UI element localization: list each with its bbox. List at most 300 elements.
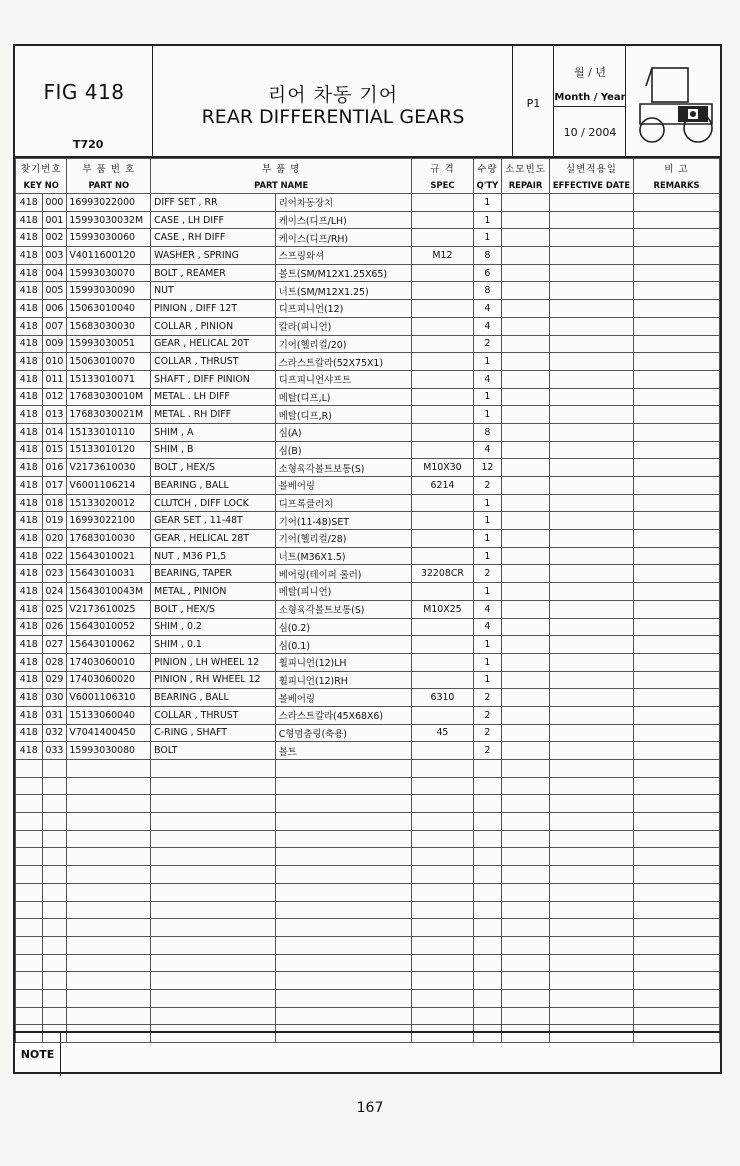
part-no-cell: 17683030010M	[67, 388, 151, 406]
remarks-cell	[634, 565, 720, 583]
repair-cell	[502, 565, 550, 583]
page-number: 167	[356, 1100, 384, 1116]
spec-cell	[412, 583, 473, 601]
repair-cell	[502, 724, 550, 742]
part-name-kr-cell	[275, 972, 412, 990]
repair-cell	[502, 494, 550, 512]
part-name-en-cell	[151, 1007, 276, 1025]
remarks-cell	[634, 671, 720, 689]
spec-cell	[412, 936, 473, 954]
repair-cell	[502, 901, 550, 919]
part-name-kr-cell: 휠피니언(12)LH	[275, 653, 412, 671]
remarks-cell	[634, 300, 720, 318]
qty-cell: 1	[473, 406, 501, 424]
effective-date-cell	[549, 441, 633, 459]
repair-cell	[502, 618, 550, 636]
fig-cell: 418	[16, 671, 43, 689]
fig-cell: 418	[16, 388, 43, 406]
key-cell	[42, 813, 67, 831]
table-row-empty	[16, 866, 720, 884]
part-name-kr-cell: 메탈(피니언)	[275, 583, 412, 601]
remarks-cell	[634, 883, 720, 901]
part-name-en-cell: C-RING , SHAFT	[151, 724, 276, 742]
table-row-empty	[16, 813, 720, 831]
remarks-cell	[634, 317, 720, 335]
part-name-en-cell: BOLT , HEX/S	[151, 459, 276, 477]
table-row	[16, 689, 720, 707]
fig-box	[15, 46, 153, 156]
fig-cell: 418	[16, 406, 43, 424]
fig-cell	[16, 919, 43, 937]
fig-cell: 418	[16, 282, 43, 300]
remarks-cell	[634, 600, 720, 618]
part-name-en-cell: BOLT , REAMER	[151, 264, 276, 282]
table-row	[16, 300, 720, 318]
table-row	[16, 282, 720, 300]
remarks-cell	[634, 264, 720, 282]
effective-date-cell	[549, 636, 633, 654]
part-name-en-cell: BOLT	[151, 742, 276, 760]
table-row	[16, 618, 720, 636]
parts-sheet	[13, 44, 722, 1074]
remarks-cell	[634, 512, 720, 530]
repair-cell	[502, 936, 550, 954]
spec-cell	[412, 653, 473, 671]
part-no-cell: 15993030080	[67, 742, 151, 760]
qty-cell	[473, 830, 501, 848]
part-name-en-cell	[151, 954, 276, 972]
repair-cell	[502, 689, 550, 707]
qty-cell: 2	[473, 335, 501, 353]
effective-date-cell	[549, 653, 633, 671]
fig-cell	[16, 972, 43, 990]
part-no-cell	[67, 883, 151, 901]
table-row	[16, 211, 720, 229]
part-no-cell: 15643010062	[67, 636, 151, 654]
repair-cell	[502, 388, 550, 406]
fig-cell: 418	[16, 547, 43, 565]
part-name-kr-cell: 디프피니언(12)	[275, 300, 412, 318]
spec-cell	[412, 618, 473, 636]
tractor-image-box	[626, 46, 722, 156]
effective-date-cell	[549, 1007, 633, 1025]
part-no-cell: 15063010070	[67, 353, 151, 371]
remarks-cell	[634, 211, 720, 229]
repair-cell	[502, 477, 550, 495]
spec-cell	[412, 830, 473, 848]
part-name-kr-cell	[275, 919, 412, 937]
remarks-cell	[634, 194, 720, 212]
effective-date-cell	[549, 317, 633, 335]
qty-cell: 4	[473, 618, 501, 636]
effective-date-cell	[549, 919, 633, 937]
spec-cell	[412, 441, 473, 459]
table-row	[16, 388, 720, 406]
part-no-cell	[67, 813, 151, 831]
qty-cell: 1	[473, 530, 501, 548]
table-row-empty	[16, 795, 720, 813]
effective-date-cell	[549, 600, 633, 618]
part-no-cell	[67, 936, 151, 954]
header-repair-en: REPAIR	[502, 177, 550, 194]
part-no-cell: 15643010021	[67, 547, 151, 565]
spec-cell	[412, 335, 473, 353]
spec-cell	[412, 848, 473, 866]
part-no-cell	[67, 919, 151, 937]
page-box	[513, 46, 554, 156]
table-row	[16, 353, 720, 371]
spec-cell: M12	[412, 247, 473, 265]
qty-cell: 1	[473, 547, 501, 565]
part-no-cell: 17403060020	[67, 671, 151, 689]
effective-date-cell	[549, 565, 633, 583]
effective-date-cell	[549, 883, 633, 901]
key-cell: 018	[42, 494, 67, 512]
part-name-en-cell: CASE , RH DIFF	[151, 229, 276, 247]
repair-cell	[502, 229, 550, 247]
repair-cell	[502, 423, 550, 441]
table-row	[16, 671, 720, 689]
part-no-cell: 15643010052	[67, 618, 151, 636]
part-name-kr-cell	[275, 795, 412, 813]
part-name-en-cell: SHIM , 0.2	[151, 618, 276, 636]
part-no-cell	[67, 901, 151, 919]
part-name-kr-cell	[275, 954, 412, 972]
qty-cell: 4	[473, 300, 501, 318]
spec-cell	[412, 282, 473, 300]
remarks-cell	[634, 388, 720, 406]
title-english: REAR DIFFERENTIAL GEARS	[201, 106, 465, 128]
fig-cell: 418	[16, 689, 43, 707]
qty-cell	[473, 954, 501, 972]
part-name-kr-cell: 케이스(디프/LH)	[275, 211, 412, 229]
header-repair-kr: 소모빈도	[502, 159, 550, 177]
part-name-en-cell: SHIM , A	[151, 423, 276, 441]
repair-cell	[502, 636, 550, 654]
part-name-en-cell	[151, 883, 276, 901]
spec-cell	[412, 1007, 473, 1025]
remarks-cell	[634, 936, 720, 954]
key-cell: 007	[42, 317, 67, 335]
repair-cell	[502, 211, 550, 229]
repair-cell	[502, 353, 550, 371]
spec-cell	[412, 742, 473, 760]
part-name-en-cell: NUT	[151, 282, 276, 300]
repair-cell	[502, 760, 550, 778]
spec-cell	[412, 229, 473, 247]
part-name-kr-cell: C형멈춤링(축용)	[275, 724, 412, 742]
table-row	[16, 547, 720, 565]
table-row-empty	[16, 954, 720, 972]
table-row	[16, 600, 720, 618]
fig-cell: 418	[16, 423, 43, 441]
spec-cell	[412, 901, 473, 919]
remarks-cell	[634, 636, 720, 654]
effective-date-cell	[549, 477, 633, 495]
part-name-en-cell: CLUTCH , DIFF LOCK	[151, 494, 276, 512]
spec-cell	[412, 989, 473, 1007]
fig-cell: 418	[16, 477, 43, 495]
part-name-kr-cell	[275, 813, 412, 831]
part-name-en-cell: SHIM , 0.1	[151, 636, 276, 654]
fig-cell: 418	[16, 530, 43, 548]
spec-cell	[412, 353, 473, 371]
effective-date-cell	[549, 406, 633, 424]
effective-date-cell	[549, 936, 633, 954]
key-cell	[42, 989, 67, 1007]
part-no-cell: 17403060010	[67, 653, 151, 671]
key-cell: 001	[42, 211, 67, 229]
spec-cell	[412, 406, 473, 424]
key-cell: 005	[42, 282, 67, 300]
remarks-cell	[634, 972, 720, 990]
spec-cell: 6214	[412, 477, 473, 495]
qty-cell: 1	[473, 653, 501, 671]
fig-cell	[16, 795, 43, 813]
header-qty-en: Q'TY	[473, 177, 501, 194]
part-name-kr-cell: 심(0.2)	[275, 618, 412, 636]
fig-cell: 418	[16, 565, 43, 583]
qty-cell: 4	[473, 317, 501, 335]
part-no-cell: 15133010071	[67, 370, 151, 388]
part-name-en-cell	[151, 989, 276, 1007]
qty-cell: 2	[473, 565, 501, 583]
qty-cell	[473, 883, 501, 901]
spec-cell	[412, 264, 473, 282]
fig-cell: 418	[16, 459, 43, 477]
qty-cell: 6	[473, 264, 501, 282]
repair-cell	[502, 335, 550, 353]
spec-cell	[412, 370, 473, 388]
remarks-cell	[634, 583, 720, 601]
table-row	[16, 742, 720, 760]
qty-cell	[473, 936, 501, 954]
part-name-en-cell: PINION , LH WHEEL 12	[151, 653, 276, 671]
remarks-cell	[634, 760, 720, 778]
repair-cell	[502, 547, 550, 565]
qty-cell: 1	[473, 229, 501, 247]
spec-cell	[412, 883, 473, 901]
qty-cell	[473, 972, 501, 990]
qty-cell	[473, 901, 501, 919]
effective-date-cell	[549, 335, 633, 353]
effective-date-cell	[549, 211, 633, 229]
repair-cell	[502, 441, 550, 459]
fig-cell: 418	[16, 229, 43, 247]
table-row	[16, 247, 720, 265]
repair-cell	[502, 706, 550, 724]
spec-cell	[412, 866, 473, 884]
key-cell: 012	[42, 388, 67, 406]
qty-cell: 8	[473, 247, 501, 265]
fig-cell	[16, 936, 43, 954]
repair-cell	[502, 866, 550, 884]
fig-cell: 418	[16, 600, 43, 618]
remarks-cell	[634, 813, 720, 831]
repair-cell	[502, 370, 550, 388]
part-no-cell: 15643010031	[67, 565, 151, 583]
table-row	[16, 565, 720, 583]
key-cell	[42, 866, 67, 884]
remarks-cell	[634, 494, 720, 512]
remarks-cell	[634, 954, 720, 972]
part-name-en-cell: GEAR , HELICAL 20T	[151, 335, 276, 353]
qty-cell: 1	[473, 636, 501, 654]
part-name-en-cell: PINION , RH WHEEL 12	[151, 671, 276, 689]
effective-date-cell	[549, 830, 633, 848]
table-row	[16, 370, 720, 388]
fig-cell: 418	[16, 211, 43, 229]
spec-cell	[412, 777, 473, 795]
part-name-en-cell: BEARING, TAPER	[151, 565, 276, 583]
effective-date-cell	[549, 724, 633, 742]
remarks-cell	[634, 777, 720, 795]
key-cell: 022	[42, 547, 67, 565]
table-row	[16, 477, 720, 495]
spec-cell: M10X30	[412, 459, 473, 477]
effective-date-cell	[549, 229, 633, 247]
key-cell: 017	[42, 477, 67, 495]
part-name-kr-cell	[275, 777, 412, 795]
fig-cell: 418	[16, 636, 43, 654]
effective-date-cell	[549, 777, 633, 795]
remarks-cell	[634, 247, 720, 265]
key-cell: 029	[42, 671, 67, 689]
part-name-kr-cell: 메탈(디프,R)	[275, 406, 412, 424]
effective-date-cell	[549, 989, 633, 1007]
part-no-cell: 15683030030	[67, 317, 151, 335]
part-name-kr-cell	[275, 830, 412, 848]
table-row	[16, 512, 720, 530]
spec-cell	[412, 760, 473, 778]
fig-cell	[16, 813, 43, 831]
remarks-cell	[634, 406, 720, 424]
key-cell: 026	[42, 618, 67, 636]
part-name-en-cell: CASE , LH DIFF	[151, 211, 276, 229]
remarks-cell	[634, 423, 720, 441]
part-no-cell	[67, 954, 151, 972]
remarks-cell	[634, 282, 720, 300]
part-name-kr-cell: 스프링와셔	[275, 247, 412, 265]
key-cell	[42, 795, 67, 813]
table-row-empty	[16, 830, 720, 848]
key-cell: 004	[42, 264, 67, 282]
spec-cell	[412, 317, 473, 335]
remarks-cell	[634, 335, 720, 353]
key-cell	[42, 919, 67, 937]
part-name-kr-cell: 너트(M36X1.5)	[275, 547, 412, 565]
spec-cell: 32208CR	[412, 565, 473, 583]
spec-cell	[412, 194, 473, 212]
table-row	[16, 530, 720, 548]
part-no-cell: 17683010030	[67, 530, 151, 548]
date-value: 10 / 2004	[563, 126, 617, 139]
fig-cell	[16, 954, 43, 972]
key-cell	[42, 760, 67, 778]
fig-cell	[16, 989, 43, 1007]
fig-cell	[16, 883, 43, 901]
effective-date-cell	[549, 194, 633, 212]
date-label-korean: 월 / 년	[574, 66, 606, 79]
qty-cell: 1	[473, 583, 501, 601]
header-remarks-en: REMARKS	[634, 177, 720, 194]
note-section	[15, 1031, 720, 1076]
spec-cell	[412, 706, 473, 724]
remarks-cell	[634, 866, 720, 884]
table-row	[16, 441, 720, 459]
repair-cell	[502, 742, 550, 760]
header-qty-kr: 수량	[473, 159, 501, 177]
part-name-kr-cell: 메탈(디프,L)	[275, 388, 412, 406]
effective-date-cell	[549, 583, 633, 601]
effective-date-cell	[549, 300, 633, 318]
key-cell: 006	[42, 300, 67, 318]
qty-cell: 1	[473, 671, 501, 689]
repair-cell	[502, 972, 550, 990]
qty-cell: 2	[473, 724, 501, 742]
spec-cell	[412, 494, 473, 512]
effective-date-cell	[549, 760, 633, 778]
part-name-kr-cell: 소형육각볼트보통(S)	[275, 459, 412, 477]
effective-date-cell	[549, 813, 633, 831]
part-name-kr-cell	[275, 760, 412, 778]
qty-cell	[473, 795, 501, 813]
remarks-cell	[634, 706, 720, 724]
part-name-kr-cell: 심(0.1)	[275, 636, 412, 654]
qty-cell	[473, 866, 501, 884]
qty-cell	[473, 989, 501, 1007]
part-name-kr-cell: 볼트(SM/M12X1.25X65)	[275, 264, 412, 282]
fig-cell: 418	[16, 653, 43, 671]
remarks-cell	[634, 547, 720, 565]
key-cell	[42, 936, 67, 954]
part-no-cell	[67, 1007, 151, 1025]
spec-cell	[412, 972, 473, 990]
effective-date-cell	[549, 671, 633, 689]
effective-date-cell	[549, 795, 633, 813]
part-no-cell: 16993022100	[67, 512, 151, 530]
fig-cell	[16, 848, 43, 866]
part-no-cell: 15133010120	[67, 441, 151, 459]
spec-cell	[412, 671, 473, 689]
qty-cell: 4	[473, 370, 501, 388]
repair-cell	[502, 671, 550, 689]
header-partno-en: PART NO	[67, 177, 151, 194]
fig-cell: 418	[16, 742, 43, 760]
key-cell: 009	[42, 335, 67, 353]
fig-cell: 418	[16, 335, 43, 353]
effective-date-cell	[549, 866, 633, 884]
part-no-cell: 15133010110	[67, 423, 151, 441]
key-cell: 019	[42, 512, 67, 530]
fig-cell: 418	[16, 441, 43, 459]
repair-cell	[502, 264, 550, 282]
part-name-kr-cell: 리어차동장치	[275, 194, 412, 212]
part-no-cell: 15993030070	[67, 264, 151, 282]
note-label: NOTE	[15, 1033, 61, 1076]
qty-cell: 1	[473, 494, 501, 512]
qty-cell: 1	[473, 512, 501, 530]
part-no-cell: 15993030032M	[67, 211, 151, 229]
page-code: P1	[526, 97, 541, 110]
part-name-kr-cell: 스라스트칼라(52X75X1)	[275, 353, 412, 371]
table-row	[16, 406, 720, 424]
header-key-kr: 찾기번호	[16, 159, 67, 177]
part-name-en-cell: DIFF SET , RR	[151, 194, 276, 212]
key-cell	[42, 830, 67, 848]
repair-cell	[502, 919, 550, 937]
date-divider	[554, 106, 626, 107]
